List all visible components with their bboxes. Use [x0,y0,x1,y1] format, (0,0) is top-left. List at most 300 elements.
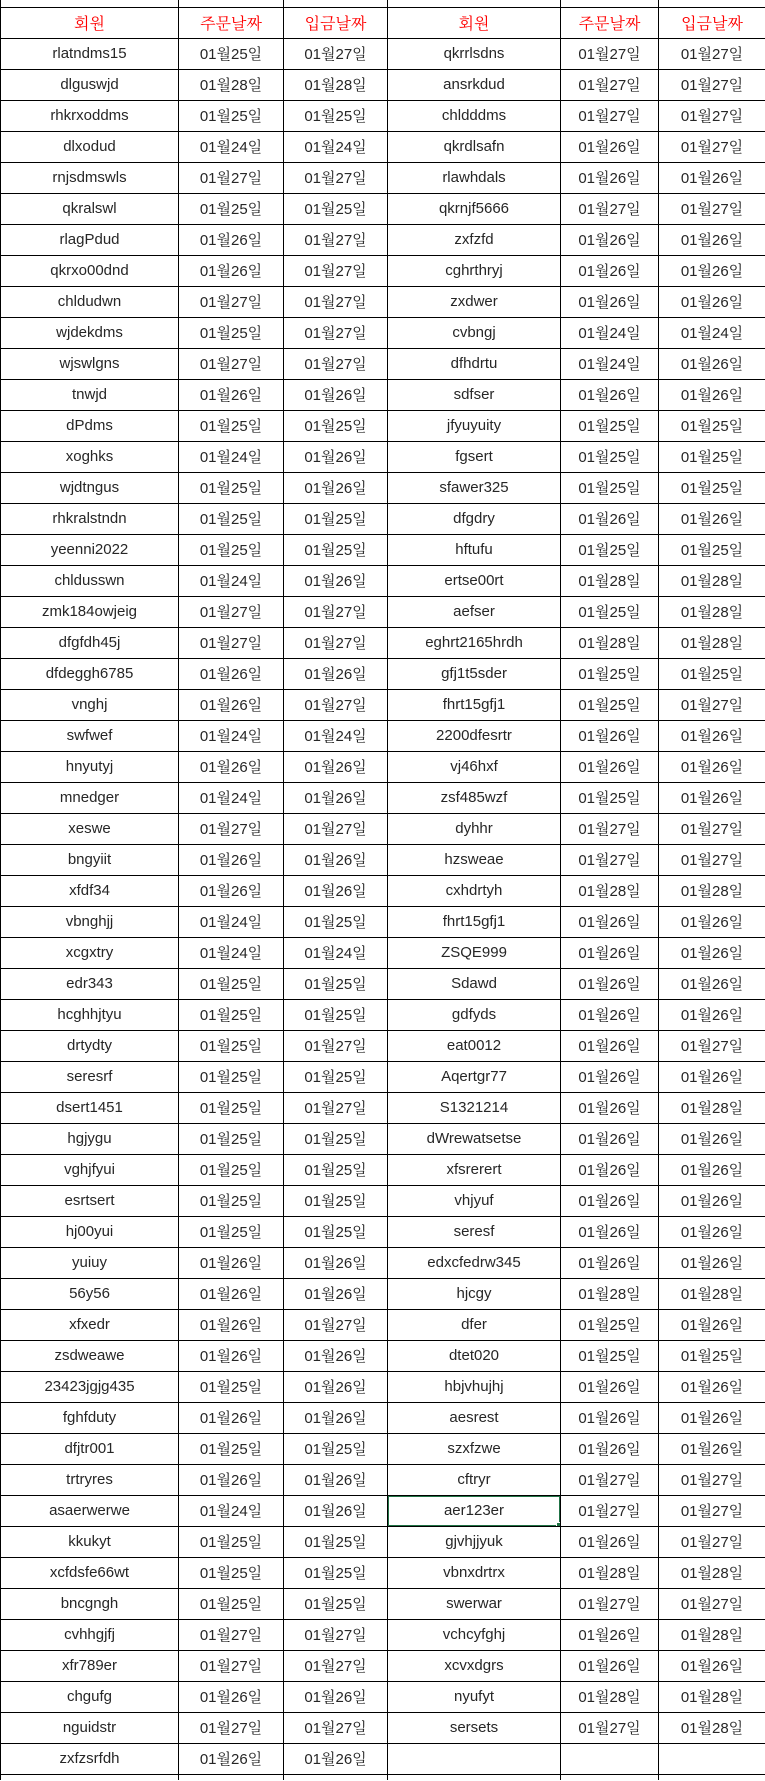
order-date-cell[interactable] [179,1309,284,1340]
deposit-date-cell[interactable] [659,1495,765,1526]
deposit-date-cell[interactable] [659,1712,765,1743]
header-member-left[interactable] [1,7,179,38]
order-date-cell[interactable] [179,317,284,348]
deposit-date-cell[interactable] [284,1464,388,1495]
deposit-date-cell[interactable] [659,162,765,193]
member-cell[interactable] [388,1030,561,1061]
header-order-date-left[interactable] [179,7,284,38]
deposit-date-cell[interactable] [659,1061,765,1092]
order-date-cell[interactable] [561,1340,659,1371]
deposit-date-cell[interactable] [284,627,388,658]
deposit-date-cell[interactable] [284,1650,388,1681]
member-cell[interactable] [1,1371,179,1402]
order-date-cell[interactable] [179,875,284,906]
member-cell[interactable] [388,1247,561,1278]
member-cell[interactable] [1,565,179,596]
order-date-cell[interactable] [179,255,284,286]
member-cell[interactable] [1,1030,179,1061]
deposit-date-cell[interactable] [659,255,765,286]
member-cell[interactable] [388,689,561,720]
deposit-date-cell[interactable] [284,503,388,534]
deposit-date-cell[interactable] [284,255,388,286]
order-date-cell[interactable] [179,999,284,1030]
deposit-date-cell[interactable] [659,937,765,968]
order-date-cell[interactable] [179,162,284,193]
order-date-cell[interactable] [179,131,284,162]
order-date-cell[interactable] [179,937,284,968]
deposit-date-cell[interactable] [659,1185,765,1216]
deposit-date-cell[interactable] [284,1340,388,1371]
deposit-date-cell[interactable] [659,658,765,689]
member-cell[interactable] [388,1712,561,1743]
deposit-date-cell[interactable] [284,38,388,69]
member-cell[interactable] [1,596,179,627]
member-cell[interactable] [1,1185,179,1216]
order-date-cell[interactable] [179,1526,284,1557]
member-cell[interactable] [1,1712,179,1743]
order-date-cell[interactable] [179,813,284,844]
member-cell[interactable] [1,1402,179,1433]
order-date-cell[interactable] [561,1123,659,1154]
member-cell[interactable] [1,379,179,410]
order-date-cell[interactable] [561,1309,659,1340]
order-date-cell[interactable] [179,1371,284,1402]
member-cell[interactable] [1,1340,179,1371]
member-cell[interactable] [1,1216,179,1247]
deposit-date-cell[interactable] [659,1681,765,1712]
order-date-cell[interactable] [179,69,284,100]
order-date-cell[interactable] [561,193,659,224]
deposit-date-cell[interactable] [659,503,765,534]
order-date-cell[interactable] [561,1185,659,1216]
member-cell[interactable] [388,1650,561,1681]
order-date-cell[interactable] [179,1092,284,1123]
order-date-cell[interactable] [561,503,659,534]
order-date-cell[interactable] [179,379,284,410]
deposit-date-cell[interactable] [659,410,765,441]
deposit-date-cell[interactable] [659,1557,765,1588]
member-cell[interactable] [1,441,179,472]
deposit-date-cell[interactable] [284,1030,388,1061]
order-date-cell[interactable] [179,968,284,999]
member-cell[interactable] [1,875,179,906]
deposit-date-cell[interactable] [284,596,388,627]
member-cell[interactable] [388,317,561,348]
member-cell[interactable] [388,1526,561,1557]
deposit-date-cell[interactable] [659,1154,765,1185]
deposit-date-cell[interactable] [284,1712,388,1743]
deposit-date-cell[interactable] [284,1402,388,1433]
member-cell[interactable] [388,193,561,224]
order-date-cell[interactable] [561,317,659,348]
order-date-cell[interactable] [561,69,659,100]
deposit-date-cell[interactable] [284,1557,388,1588]
member-cell[interactable] [388,1588,561,1619]
deposit-date-cell[interactable] [659,379,765,410]
deposit-date-cell[interactable] [659,286,765,317]
order-date-cell[interactable] [179,193,284,224]
member-cell[interactable] [1,1588,179,1619]
deposit-date-cell[interactable] [284,162,388,193]
member-cell[interactable] [1,751,179,782]
member-cell[interactable] [1,999,179,1030]
order-date-cell[interactable] [561,658,659,689]
deposit-date-cell[interactable] [659,906,765,937]
member-cell[interactable] [388,441,561,472]
deposit-date-cell[interactable] [284,1278,388,1309]
member-cell[interactable] [1,1619,179,1650]
deposit-date-cell[interactable] [284,999,388,1030]
member-cell[interactable] [388,937,561,968]
deposit-date-cell[interactable] [659,751,765,782]
order-date-cell[interactable] [179,1743,284,1774]
member-cell[interactable] [1,348,179,379]
member-cell[interactable] [1,69,179,100]
member-cell[interactable] [1,1433,179,1464]
deposit-date-cell[interactable] [659,720,765,751]
member-cell[interactable] [1,1464,179,1495]
member-cell[interactable] [388,100,561,131]
member-cell[interactable] [1,1309,179,1340]
member-cell[interactable] [388,813,561,844]
order-date-cell[interactable] [561,224,659,255]
order-date-cell[interactable] [561,875,659,906]
order-date-cell[interactable] [179,596,284,627]
member-cell[interactable] [388,1371,561,1402]
deposit-date-cell[interactable] [659,968,765,999]
member-cell[interactable] [1,968,179,999]
order-date-cell[interactable] [179,441,284,472]
member-cell[interactable] [1,100,179,131]
order-date-cell[interactable] [179,1433,284,1464]
deposit-date-cell[interactable] [659,224,765,255]
order-date-cell[interactable] [179,1588,284,1619]
deposit-date-cell[interactable] [284,1495,388,1526]
order-date-cell[interactable] [561,131,659,162]
member-cell[interactable] [1,813,179,844]
deposit-date-cell[interactable] [659,100,765,131]
member-cell[interactable] [388,751,561,782]
deposit-date-cell[interactable] [284,658,388,689]
order-date-cell[interactable] [561,534,659,565]
member-cell[interactable] [388,906,561,937]
order-date-cell[interactable] [561,1712,659,1743]
order-date-cell[interactable] [561,906,659,937]
member-cell[interactable] [1,1278,179,1309]
deposit-date-cell[interactable] [659,782,765,813]
member-cell[interactable] [388,968,561,999]
order-date-cell[interactable] [561,1278,659,1309]
member-cell[interactable] [388,1743,561,1774]
order-date-cell[interactable] [561,565,659,596]
order-date-cell[interactable] [561,782,659,813]
order-date-cell[interactable] [179,100,284,131]
deposit-date-cell[interactable] [659,1216,765,1247]
deposit-date-cell[interactable] [659,472,765,503]
member-cell[interactable] [1,472,179,503]
member-cell[interactable] [1,1743,179,1774]
member-cell[interactable] [1,1557,179,1588]
deposit-date-cell[interactable] [659,1650,765,1681]
member-cell[interactable] [1,162,179,193]
order-date-cell[interactable] [561,441,659,472]
deposit-date-cell[interactable] [659,689,765,720]
member-cell[interactable] [1,534,179,565]
member-cell[interactable] [388,844,561,875]
member-cell[interactable] [1,193,179,224]
order-date-cell[interactable] [179,782,284,813]
order-date-cell[interactable] [561,596,659,627]
member-cell[interactable] [1,1681,179,1712]
member-cell[interactable] [388,1123,561,1154]
deposit-date-cell[interactable] [659,813,765,844]
order-date-cell[interactable] [561,1588,659,1619]
order-date-cell[interactable] [561,627,659,658]
header-deposit-date-left[interactable] [284,7,388,38]
member-cell[interactable] [388,1061,561,1092]
deposit-date-cell[interactable] [284,1092,388,1123]
order-date-cell[interactable] [179,1557,284,1588]
member-cell[interactable] [1,131,179,162]
member-cell[interactable] [1,255,179,286]
deposit-date-cell[interactable] [659,1464,765,1495]
member-cell[interactable] [388,38,561,69]
order-date-cell[interactable] [179,286,284,317]
deposit-date-cell[interactable] [659,1092,765,1123]
order-date-cell[interactable] [179,503,284,534]
deposit-date-cell[interactable] [284,937,388,968]
deposit-date-cell[interactable] [284,1371,388,1402]
member-cell[interactable] [1,720,179,751]
member-cell[interactable] [388,162,561,193]
order-date-cell[interactable] [561,813,659,844]
deposit-date-cell[interactable] [659,38,765,69]
member-cell[interactable] [388,720,561,751]
order-date-cell[interactable] [561,1650,659,1681]
header-order-date-right[interactable] [561,7,659,38]
member-cell[interactable] [1,782,179,813]
member-cell[interactable] [388,410,561,441]
deposit-date-cell[interactable] [284,782,388,813]
order-date-cell[interactable] [561,1619,659,1650]
deposit-date-cell[interactable] [284,472,388,503]
order-date-cell[interactable] [561,1743,659,1774]
deposit-date-cell[interactable] [659,1123,765,1154]
member-cell[interactable] [388,658,561,689]
order-date-cell[interactable] [179,627,284,658]
member-cell[interactable] [388,1278,561,1309]
member-cell[interactable] [388,69,561,100]
order-date-cell[interactable] [179,1650,284,1681]
header-deposit-date-right[interactable] [659,7,765,38]
deposit-date-cell[interactable] [284,317,388,348]
deposit-date-cell[interactable] [659,1402,765,1433]
order-date-cell[interactable] [561,472,659,503]
deposit-date-cell[interactable] [284,193,388,224]
order-date-cell[interactable] [179,224,284,255]
order-date-cell[interactable] [561,1495,659,1526]
member-cell[interactable] [388,348,561,379]
member-cell[interactable] [388,1092,561,1123]
order-date-cell[interactable] [561,162,659,193]
deposit-date-cell[interactable] [284,534,388,565]
member-cell[interactable] [388,1402,561,1433]
order-date-cell[interactable] [561,1092,659,1123]
deposit-date-cell[interactable] [284,286,388,317]
order-date-cell[interactable] [179,1340,284,1371]
member-cell[interactable] [388,875,561,906]
selected-member-cell[interactable] [388,1495,561,1526]
deposit-date-cell[interactable] [659,844,765,875]
deposit-date-cell[interactable] [284,875,388,906]
order-date-cell[interactable] [179,751,284,782]
order-date-cell[interactable] [561,937,659,968]
deposit-date-cell[interactable] [284,906,388,937]
deposit-date-cell[interactable] [284,1247,388,1278]
deposit-date-cell[interactable] [659,1247,765,1278]
member-cell[interactable] [388,1309,561,1340]
member-cell[interactable] [1,1092,179,1123]
order-date-cell[interactable] [561,1464,659,1495]
deposit-date-cell[interactable] [284,131,388,162]
deposit-date-cell[interactable] [284,689,388,720]
member-cell[interactable] [1,1247,179,1278]
member-cell[interactable] [1,627,179,658]
deposit-date-cell[interactable] [284,224,388,255]
deposit-date-cell[interactable] [284,968,388,999]
member-cell[interactable] [388,1340,561,1371]
deposit-date-cell[interactable] [284,1619,388,1650]
order-date-cell[interactable] [179,1464,284,1495]
member-cell[interactable] [388,224,561,255]
deposit-date-cell[interactable] [659,999,765,1030]
order-date-cell[interactable] [179,1402,284,1433]
order-date-cell[interactable] [179,472,284,503]
order-date-cell[interactable] [179,1030,284,1061]
member-cell[interactable] [1,1154,179,1185]
order-date-cell[interactable] [179,720,284,751]
order-date-cell[interactable] [561,720,659,751]
deposit-date-cell[interactable] [284,1743,388,1774]
deposit-date-cell[interactable] [659,1588,765,1619]
member-cell[interactable] [1,1495,179,1526]
member-cell[interactable] [1,1650,179,1681]
deposit-date-cell[interactable] [284,410,388,441]
deposit-date-cell[interactable] [659,441,765,472]
order-date-cell[interactable] [561,689,659,720]
deposit-date-cell[interactable] [659,1526,765,1557]
order-date-cell[interactable] [561,1247,659,1278]
deposit-date-cell[interactable] [284,751,388,782]
member-cell[interactable] [388,1681,561,1712]
member-cell[interactable] [388,782,561,813]
order-date-cell[interactable] [179,565,284,596]
order-date-cell[interactable] [561,1216,659,1247]
order-date-cell[interactable] [561,410,659,441]
deposit-date-cell[interactable] [659,1030,765,1061]
order-date-cell[interactable] [561,1061,659,1092]
order-date-cell[interactable] [179,1712,284,1743]
member-cell[interactable] [1,317,179,348]
order-date-cell[interactable] [561,968,659,999]
deposit-date-cell[interactable] [284,813,388,844]
member-cell[interactable] [1,503,179,534]
order-date-cell[interactable] [179,534,284,565]
deposit-date-cell[interactable] [659,565,765,596]
order-date-cell[interactable] [561,1402,659,1433]
order-date-cell[interactable] [561,38,659,69]
order-date-cell[interactable] [179,348,284,379]
member-cell[interactable] [1,1123,179,1154]
order-date-cell[interactable] [179,1619,284,1650]
order-date-cell[interactable] [561,1681,659,1712]
member-cell[interactable] [388,534,561,565]
deposit-date-cell[interactable] [284,441,388,472]
order-date-cell[interactable] [179,1185,284,1216]
member-cell[interactable] [388,131,561,162]
member-cell[interactable] [388,255,561,286]
deposit-date-cell[interactable] [659,1340,765,1371]
member-cell[interactable] [1,1061,179,1092]
deposit-date-cell[interactable] [284,100,388,131]
selection-fill-handle[interactable] [556,1522,561,1527]
order-date-cell[interactable] [179,1061,284,1092]
order-date-cell[interactable] [561,1526,659,1557]
order-date-cell[interactable] [179,844,284,875]
order-date-cell[interactable] [179,658,284,689]
member-cell[interactable] [388,1619,561,1650]
deposit-date-cell[interactable] [284,348,388,379]
deposit-date-cell[interactable] [659,1743,765,1774]
order-date-cell[interactable] [179,1278,284,1309]
order-date-cell[interactable] [179,1216,284,1247]
member-cell[interactable] [1,1526,179,1557]
member-cell[interactable] [1,844,179,875]
deposit-date-cell[interactable] [284,1681,388,1712]
member-cell[interactable] [388,1464,561,1495]
member-cell[interactable] [388,1185,561,1216]
order-date-cell[interactable] [561,348,659,379]
member-cell[interactable] [388,503,561,534]
deposit-date-cell[interactable] [659,348,765,379]
member-cell[interactable] [388,472,561,503]
deposit-date-cell[interactable] [284,1061,388,1092]
order-date-cell[interactable] [179,689,284,720]
deposit-date-cell[interactable] [659,627,765,658]
member-cell[interactable] [388,1154,561,1185]
member-cell[interactable] [1,658,179,689]
member-cell[interactable] [388,627,561,658]
member-cell[interactable] [388,379,561,410]
deposit-date-cell[interactable] [284,565,388,596]
member-cell[interactable] [388,999,561,1030]
order-date-cell[interactable] [179,38,284,69]
deposit-date-cell[interactable] [284,844,388,875]
order-date-cell[interactable] [561,844,659,875]
order-date-cell[interactable] [179,1154,284,1185]
member-cell[interactable] [1,906,179,937]
order-date-cell[interactable] [179,410,284,441]
member-cell[interactable] [1,937,179,968]
order-date-cell[interactable] [561,379,659,410]
deposit-date-cell[interactable] [284,69,388,100]
order-date-cell[interactable] [561,1030,659,1061]
deposit-date-cell[interactable] [659,1278,765,1309]
deposit-date-cell[interactable] [284,1154,388,1185]
deposit-date-cell[interactable] [284,1588,388,1619]
member-cell[interactable] [388,565,561,596]
order-date-cell[interactable] [561,751,659,782]
